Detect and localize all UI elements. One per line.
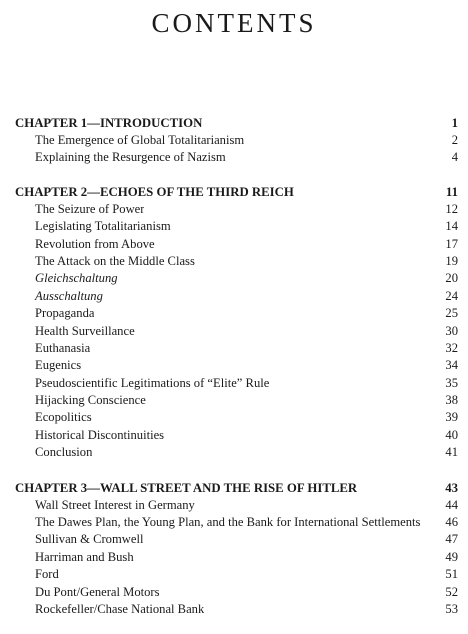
chapter-title: CHAPTER 3—WALL STREET AND THE RISE OF HITLER (15, 480, 358, 495)
table-of-contents (15, 114, 458, 634)
entry-title: Revolution from Above (35, 236, 155, 251)
entry-title: Explaining the Resurgence of Nazism (35, 150, 226, 165)
chapter-heading[interactable] (15, 183, 458, 201)
entry-page-number: 49 (445, 549, 458, 564)
toc-entry[interactable] (15, 357, 458, 374)
entry-page-number: 4 (451, 150, 458, 165)
entry-title: The Attack on the Middle Class (35, 253, 195, 268)
entry-page-number: 39 (445, 410, 458, 425)
entry-page-number: 30 (445, 323, 458, 338)
entry-page-number: 46 (445, 515, 458, 530)
entry-title: Sullivan & Cromwell (35, 532, 144, 547)
chapter-page-number: 1 (451, 116, 458, 130)
entry-title: Harriman and Bush (35, 549, 134, 564)
entry-page-number: 19 (445, 253, 458, 268)
chapter-heading[interactable] (15, 114, 458, 132)
entry-title: Conclusion (35, 445, 93, 460)
toc-entry[interactable] (15, 514, 458, 531)
entry-page-number: 12 (445, 201, 458, 216)
entry-title: Eugenics (35, 358, 82, 373)
toc-entry[interactable] (15, 340, 458, 357)
chapter-page-number: 43 (445, 480, 458, 495)
entry-title: Ford (35, 567, 59, 582)
toc-entry[interactable] (15, 149, 458, 166)
chapter-title: CHAPTER 1—INTRODUCTION (15, 116, 203, 130)
toc-entry[interactable] (15, 392, 458, 409)
entry-title: Rockefeller/Chase National Bank (35, 601, 205, 616)
entry-title: Propaganda (35, 306, 95, 321)
toc-entry[interactable] (15, 323, 458, 340)
entry-page-number: 52 (445, 584, 458, 599)
entry-title: Ecopolitics (35, 410, 92, 425)
chapter-section (15, 479, 458, 619)
entry-title: Legislating Totalitarianism (35, 219, 171, 234)
entry-page-number: 38 (445, 393, 458, 408)
chapter-page-number: 11 (445, 184, 458, 199)
toc-entry[interactable] (15, 531, 458, 548)
entry-page-number: 32 (445, 340, 458, 355)
entry-page-number: 34 (445, 358, 458, 373)
chapter-heading[interactable] (15, 479, 458, 497)
entry-page-number: 47 (445, 532, 458, 547)
toc-entry[interactable] (15, 375, 458, 392)
entry-page-number: 17 (445, 236, 458, 251)
toc-entry[interactable] (15, 236, 458, 253)
entry-page-number: 44 (445, 497, 458, 512)
entry-title: Wall Street Interest in Germany (35, 497, 195, 512)
entry-page-number: 24 (445, 288, 458, 303)
entry-title: Hijacking Conscience (35, 393, 146, 408)
toc-entry[interactable] (15, 584, 458, 601)
entry-page-number: 53 (445, 601, 458, 616)
page-title: CONTENTS (151, 8, 317, 38)
toc-entry[interactable] (15, 270, 458, 287)
toc-entry[interactable] (15, 427, 458, 444)
entry-title: The Seizure of Power (35, 201, 145, 216)
chapter-title: CHAPTER 2—ECHOES OF THE THIRD REICH (15, 184, 294, 199)
entry-page-number: 41 (445, 445, 458, 460)
toc-entry[interactable] (15, 601, 458, 618)
toc-entry[interactable] (15, 218, 458, 235)
entry-page-number: 2 (451, 133, 458, 147)
entry-title: The Emergence of Global Totalitarianism (35, 133, 245, 147)
toc-entry[interactable] (15, 409, 458, 426)
toc-entry[interactable] (15, 201, 458, 218)
entry-title: Pseudoscientific Legitimations of “Elite” Rule (35, 375, 270, 390)
toc-entry[interactable] (15, 444, 458, 461)
toc-entry[interactable] (15, 132, 458, 149)
entry-title: The Dawes Plan, the Young Plan, and the Bank for International Settlements (35, 515, 421, 530)
entry-title: Euthanasia (35, 340, 91, 355)
entry-title: Health Surveillance (35, 323, 135, 338)
entry-title: Historical Discontinuities (35, 427, 165, 442)
toc-entry[interactable] (15, 566, 458, 583)
entry-page-number: 14 (445, 219, 458, 234)
chapter-section (15, 183, 458, 462)
entry-title: Gleichschaltung (35, 271, 118, 286)
entry-page-number: 35 (445, 375, 458, 390)
chapter-section (15, 114, 458, 167)
entry-page-number: 25 (445, 306, 458, 321)
toc-entry[interactable] (15, 305, 458, 322)
entry-page-number: 40 (445, 427, 458, 442)
toc-entry[interactable] (15, 497, 458, 514)
toc-entry[interactable] (15, 253, 458, 270)
entry-title: Ausschaltung (35, 288, 103, 303)
toc-entry[interactable] (15, 288, 458, 305)
toc-entry[interactable] (15, 549, 458, 566)
entry-title: Du Pont/General Motors (35, 584, 160, 599)
entry-page-number: 51 (445, 567, 458, 582)
entry-page-number: 20 (445, 271, 458, 286)
